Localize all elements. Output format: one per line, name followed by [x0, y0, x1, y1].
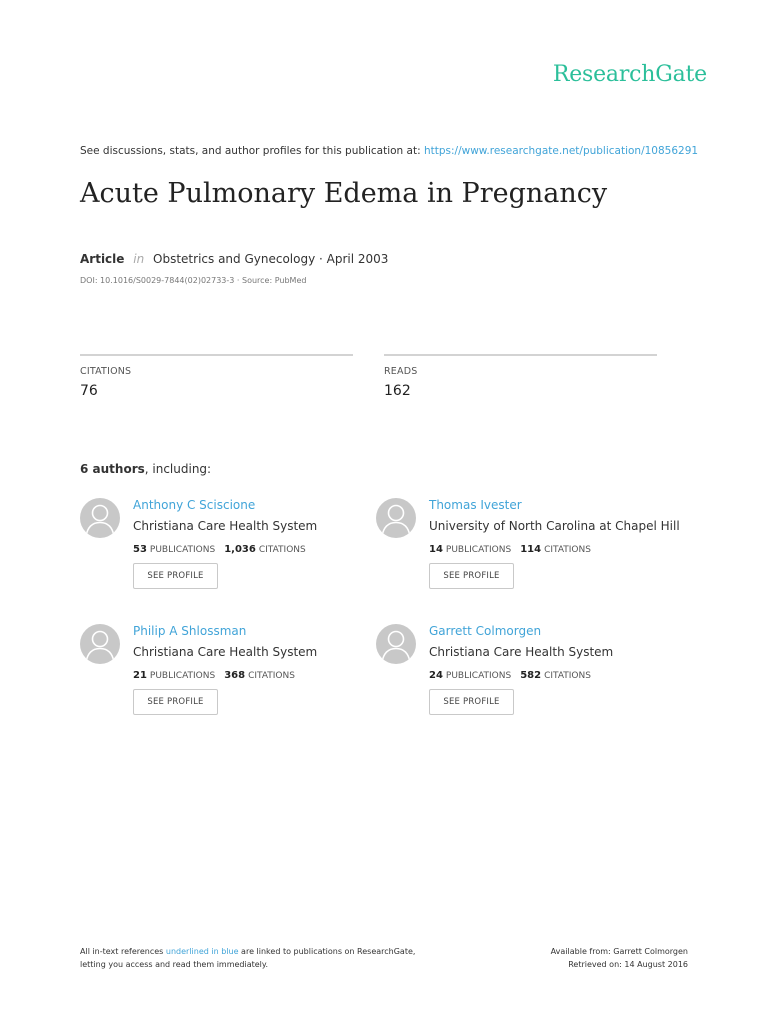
avatar-placeholder-icon[interactable]: [376, 624, 416, 664]
author-citations-count: 582: [520, 670, 542, 681]
reads-stat: [384, 354, 657, 399]
citations-label: CITATIONS: [258, 545, 306, 555]
doi-line: DOI: 10.1016/S0029-7844(02)02733-3 · Source: PubMed: [80, 276, 307, 285]
publication-title: Acute Pulmonary Edema in Pregnancy: [80, 178, 608, 209]
author-publications-count: 53: [133, 544, 147, 555]
authors-heading: [80, 462, 211, 476]
publications-label: PUBLICATIONS: [149, 671, 216, 681]
footer-text-post: are linked to publications on ResearchGate,: [238, 947, 416, 956]
author-stats: [429, 670, 591, 681]
author-institution: Christiana Care Health System: [133, 519, 318, 533]
publication-meta: [80, 252, 388, 266]
reads-value: 162: [384, 383, 411, 399]
retrieved-on: Retrieved on: 14 August 2016: [568, 960, 688, 969]
footer-references-note: [80, 945, 415, 971]
avatar-placeholder-icon[interactable]: [80, 624, 120, 664]
see-profile-button[interactable]: SEE PROFILE: [133, 563, 218, 589]
citations-label: CITATIONS: [544, 545, 591, 555]
avatar-placeholder-icon[interactable]: [376, 498, 416, 538]
author-institution: Christiana Care Health System: [133, 645, 318, 659]
citations-label: CITATIONS: [544, 671, 591, 681]
in-label: in: [133, 252, 145, 266]
author-institution: Christiana Care Health System: [429, 645, 614, 659]
publication-url-link[interactable]: https://www.researchgate.net/publication/10856291: [423, 145, 699, 157]
author-publications-count: 21: [133, 670, 147, 681]
see-profile-button[interactable]: SEE PROFILE: [429, 563, 514, 589]
reads-label: READS: [384, 366, 418, 377]
avatar-placeholder-icon[interactable]: [80, 498, 120, 538]
available-from: Available from: Garrett Colmorgen: [550, 947, 688, 956]
citations-label: CITATIONS: [248, 671, 295, 681]
author-publications-count: 14: [429, 544, 443, 555]
author-citations-count: 368: [224, 670, 246, 681]
see-profile-button[interactable]: SEE PROFILE: [133, 689, 218, 715]
see-profile-button[interactable]: SEE PROFILE: [429, 689, 514, 715]
author-publications-count: 24: [429, 670, 443, 681]
author-name-link[interactable]: Philip A Shlossman: [133, 624, 247, 638]
citations-label: CITATIONS: [80, 366, 132, 377]
author-name-link[interactable]: Anthony C Sciscione: [133, 498, 256, 512]
publications-label: PUBLICATIONS: [445, 545, 512, 555]
author-stats: [133, 544, 306, 555]
citations-value: 76: [80, 383, 98, 399]
citations-stat: [80, 354, 353, 399]
see-discussions-text: See discussions, stats, and author profiles for this publication at:: [80, 145, 421, 157]
author-citations-count: 114: [520, 544, 542, 555]
authors-count: 6 authors: [80, 462, 145, 476]
author-institution: University of North Carolina at Chapel Hill: [429, 519, 680, 533]
publication-venue: Obstetrics and Gynecology · April 2003: [153, 252, 389, 266]
author-stats: [133, 670, 295, 681]
researchgate-logo[interactable]: ResearchGate: [552, 62, 707, 87]
underlined-in-blue-text: underlined in blue: [165, 947, 239, 956]
publications-label: PUBLICATIONS: [445, 671, 512, 681]
author-name-link[interactable]: Thomas Ivester: [429, 498, 522, 512]
footer-text-line2: letting you access and read them immediately.: [80, 960, 269, 969]
author-citations-count: 1,036: [224, 544, 256, 555]
footer-text-pre: All in-text references: [80, 947, 166, 956]
authors-including: , including:: [144, 462, 212, 476]
author-name-link[interactable]: Garrett Colmorgen: [429, 624, 542, 638]
publication-link-line: [80, 145, 698, 157]
publications-label: PUBLICATIONS: [149, 545, 216, 555]
footer-availability: [551, 945, 688, 971]
publication-type: Article: [80, 252, 125, 266]
author-stats: [429, 544, 591, 555]
